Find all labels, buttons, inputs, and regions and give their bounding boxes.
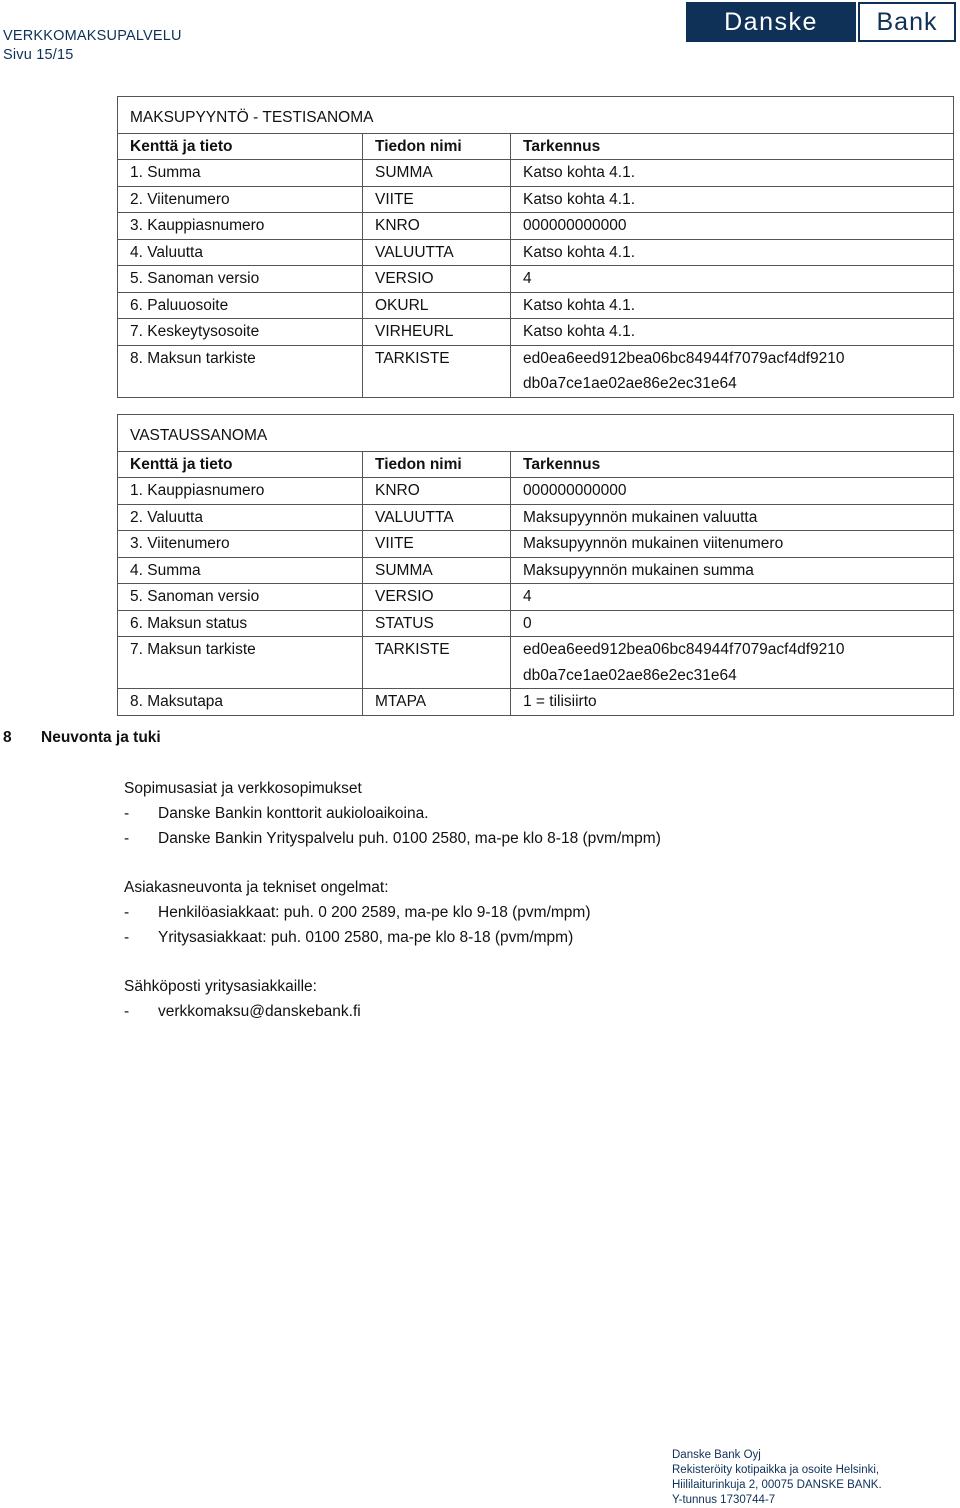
detail-cell: 000000000000 <box>511 213 954 240</box>
name-cell: SUMMA <box>363 557 511 584</box>
detail-cell: Maksupyynnön mukainen viitenumero <box>511 531 954 558</box>
response-table <box>117 414 954 716</box>
table-row <box>118 584 954 611</box>
email-link[interactable]: verkkomaksu@danskebank.fi <box>158 1003 361 1020</box>
field-cell: 8. Maksutapa <box>118 689 363 716</box>
detail-cell: Maksupyynnön mukainen valuutta <box>511 504 954 531</box>
detail-cell: 000000000000 <box>511 478 954 505</box>
detail-cell: Katso kohta 4.1. <box>511 239 954 266</box>
bullet-dash: - <box>124 805 130 822</box>
name-cell: SUMMA <box>363 160 511 187</box>
detail-cell <box>511 637 954 689</box>
group-title: Sähköposti yritysasiakkaille: <box>124 978 317 995</box>
list-item-text: Henkilöasiakkaat: puh. 0 200 2589, ma-pe klo 9-18 (pvm/mpm) <box>158 904 591 921</box>
email-support-group <box>124 974 361 1024</box>
detail-cell: 0 <box>511 610 954 637</box>
table-row <box>118 610 954 637</box>
group-title: Sopimusasiat ja verkkosopimukset <box>124 780 362 797</box>
column-header: Tarkennus <box>511 451 954 478</box>
table-row <box>118 531 954 558</box>
field-cell: 3. Viitenumero <box>118 531 363 558</box>
column-header: Kenttä ja tieto <box>118 451 363 478</box>
name-cell: VALUUTTA <box>363 239 511 266</box>
contract-support-group <box>124 776 661 851</box>
logo-danske: Danske <box>686 2 856 42</box>
table-row <box>118 345 954 397</box>
request-table <box>117 96 954 398</box>
name-cell: VIRHEURL <box>363 319 511 346</box>
page-number: Sivu 15/15 <box>3 47 74 63</box>
table-row <box>118 689 954 716</box>
checksum-line-1: ed0ea6eed912bea06bc84944f7079acf4df9210 <box>523 349 845 367</box>
table-row <box>118 186 954 213</box>
field-cell: 1. Kauppiasnumero <box>118 478 363 505</box>
list-item <box>124 925 591 950</box>
name-cell: KNRO <box>363 213 511 240</box>
response-table-title: VASTAUSSANOMA <box>118 415 954 452</box>
column-header: Tarkennus <box>511 133 954 160</box>
list-item <box>124 900 591 925</box>
request-table-title: MAKSUPYYNTÖ - TESTISANOMA <box>118 97 954 134</box>
table-row <box>118 160 954 187</box>
table-row <box>118 504 954 531</box>
name-cell: VERSIO <box>363 584 511 611</box>
bullet-dash: - <box>124 830 130 847</box>
table-row <box>118 557 954 584</box>
field-cell: 6. Paluuosoite <box>118 292 363 319</box>
response-table-header <box>118 451 954 478</box>
section-number: 8 <box>3 729 12 746</box>
field-cell: 1. Summa <box>118 160 363 187</box>
bullet-dash: - <box>124 929 130 946</box>
section-heading <box>3 729 161 747</box>
document-title: VERKKOMAKSUPALVELU <box>3 28 182 44</box>
list-item-text: Yritysasiakkaat: puh. 0100 2580, ma-pe klo 8-18 (pvm/mpm) <box>158 929 574 946</box>
list-item <box>124 801 661 826</box>
field-cell: 5. Sanoman versio <box>118 266 363 293</box>
field-cell: 3. Kauppiasnumero <box>118 213 363 240</box>
logo-bank: Bank <box>858 2 956 42</box>
name-cell: VERSIO <box>363 266 511 293</box>
name-cell: TARKISTE <box>363 345 511 397</box>
checksum-line-1: ed0ea6eed912bea06bc84944f7079acf4df9210 <box>523 641 845 658</box>
field-cell: 5. Sanoman versio <box>118 584 363 611</box>
table-row <box>118 239 954 266</box>
field-cell: 7. Keskeytysosoite <box>118 319 363 346</box>
bullet-dash: - <box>124 904 130 921</box>
field-cell: 2. Valuutta <box>118 504 363 531</box>
footer-line: Rekisteröity kotipaikka ja osoite Helsinki, <box>672 1464 880 1476</box>
column-header: Kenttä ja tieto <box>118 133 363 160</box>
column-header: Tiedon nimi <box>363 451 511 478</box>
field-cell: 7. Maksun tarkiste <box>118 637 363 689</box>
detail-cell: Maksupyynnön mukainen summa <box>511 557 954 584</box>
bullet-dash: - <box>124 1003 130 1020</box>
table-row <box>118 292 954 319</box>
detail-cell <box>511 345 954 397</box>
name-cell: KNRO <box>363 478 511 505</box>
checksum-line-2: db0a7ce1ae02ae86e2ec31e64 <box>523 666 737 684</box>
table-row <box>118 319 954 346</box>
list-item-text: Danske Bankin konttorit aukioloaikoina. <box>158 805 429 822</box>
table-row <box>118 266 954 293</box>
list-item-text: Danske Bankin Yrityspalvelu puh. 0100 2580, ma-pe klo 8-18 (pvm/mpm) <box>158 830 661 847</box>
detail-cell: Katso kohta 4.1. <box>511 160 954 187</box>
detail-cell: Katso kohta 4.1. <box>511 292 954 319</box>
detail-cell: Katso kohta 4.1. <box>511 319 954 346</box>
table-row <box>118 637 954 689</box>
field-cell: 4. Summa <box>118 557 363 584</box>
name-cell: TARKISTE <box>363 637 511 689</box>
customer-support-group <box>124 875 591 950</box>
name-cell: MTAPA <box>363 689 511 716</box>
group-title: Asiakasneuvonta ja tekniset ongelmat: <box>124 879 389 896</box>
list-item <box>124 826 661 851</box>
name-cell: STATUS <box>363 610 511 637</box>
name-cell: VALUUTTA <box>363 504 511 531</box>
name-cell: VIITE <box>363 186 511 213</box>
detail-cell: 4 <box>511 584 954 611</box>
column-header: Tiedon nimi <box>363 133 511 160</box>
field-cell: 6. Maksun status <box>118 610 363 637</box>
name-cell: VIITE <box>363 531 511 558</box>
name-cell: OKURL <box>363 292 511 319</box>
footer-line: Y-tunnus 1730744-7 <box>672 1494 776 1506</box>
detail-cell: Katso kohta 4.1. <box>511 186 954 213</box>
danske-bank-logo <box>686 2 956 42</box>
footer-line: Danske Bank Oyj <box>672 1449 761 1461</box>
field-cell: 4. Valuutta <box>118 239 363 266</box>
document-header <box>3 27 182 65</box>
section-title: Neuvonta ja tuki <box>41 729 161 746</box>
request-table-header <box>118 133 954 160</box>
footer-line: Hiililaiturinkuja 2, 00075 DANSKE BANK. <box>672 1479 882 1491</box>
company-footer <box>672 1448 882 1508</box>
table-row <box>118 478 954 505</box>
list-item <box>124 999 361 1024</box>
detail-cell: 4 <box>511 266 954 293</box>
field-cell: 2. Viitenumero <box>118 186 363 213</box>
field-cell: 8. Maksun tarkiste <box>118 345 363 397</box>
table-row <box>118 213 954 240</box>
checksum-line-2: db0a7ce1ae02ae86e2ec31e64 <box>523 375 737 392</box>
detail-cell: 1 = tilisiirto <box>511 689 954 716</box>
